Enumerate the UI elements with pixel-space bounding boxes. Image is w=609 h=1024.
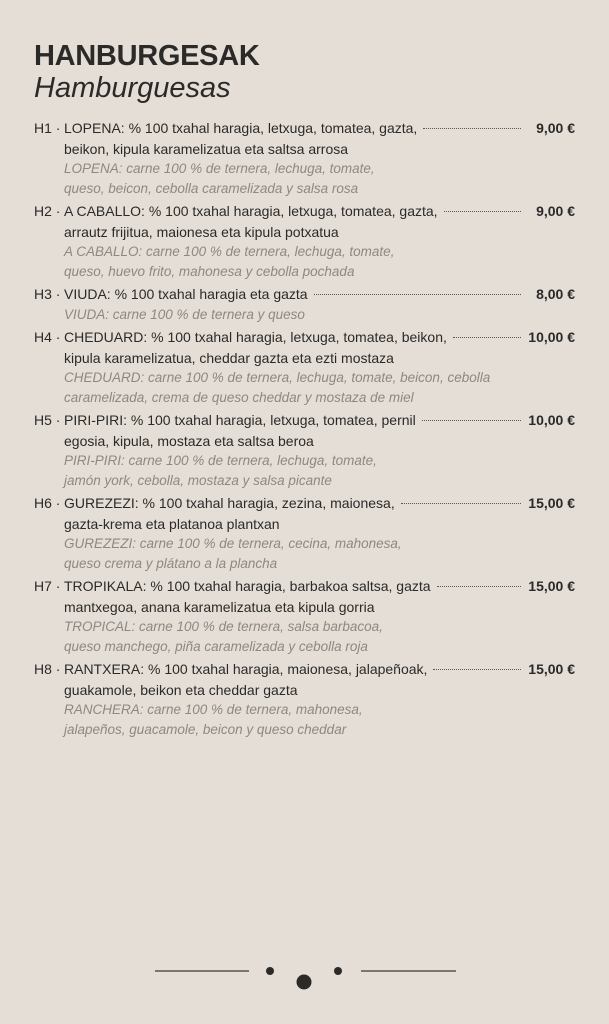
dot-leader: [444, 211, 521, 212]
item-price: 10,00 €: [528, 412, 575, 428]
item-description-es-cont: jamón york, cebolla, mostaza y salsa picante: [64, 473, 332, 488]
item-code: H6 ·: [34, 495, 61, 511]
item-description-eu-cont: egosia, kipula, mostaza eta saltsa beroa: [64, 433, 314, 449]
item-description-es: TROPICAL: carne 100 % de ternera, salsa barbacoa,: [64, 619, 383, 634]
item-description-es-cont: caramelizada, crema de queso cheddar y mostaza de miel: [64, 390, 414, 405]
menu-item: [34, 410, 575, 491]
item-description-es-cont: queso, huevo frito, mahonesa y cebolla pochada: [64, 264, 355, 279]
item-description-es: A CABALLO: carne 100 % de ternera, lechuga, tomate,: [64, 244, 395, 259]
item-description-eu: A CABALLO: % 100 txahal haragia, letxuga, tomatea, gazta,: [64, 203, 438, 219]
dot-leader: [453, 337, 521, 338]
menu-item: [34, 327, 575, 408]
item-price: 15,00 €: [528, 661, 575, 677]
item-price: 15,00 €: [528, 578, 575, 594]
item-description-es: LOPENA: carne 100 % de ternera, lechuga, tomate,: [64, 161, 375, 176]
page-title: HANBURGESAK: [34, 40, 260, 72]
item-description-eu-cont: mantxegoa, anana karamelizatua eta kipula gorria: [64, 599, 375, 615]
dot-leader: [423, 128, 521, 129]
item-code: H1 ·: [34, 120, 61, 136]
item-code: H5 ·: [34, 412, 61, 428]
item-description-eu-cont: beikon, kipula karamelizatua eta saltsa arrosa: [64, 141, 349, 157]
item-description-eu-cont: guakamole, beikon eta cheddar gazta: [64, 682, 298, 698]
menu-list: [34, 118, 575, 742]
item-description-es-cont: queso, beicon, cebolla caramelizada y salsa rosa: [64, 181, 359, 196]
menu-item: [34, 118, 575, 199]
dot-leader: [422, 420, 521, 421]
item-description-eu-cont: gazta-krema eta platanoa plantxan: [64, 516, 280, 532]
item-price: 9,00 €: [536, 120, 575, 136]
ornament-dot-center: [297, 975, 312, 990]
item-code: H2 ·: [34, 203, 61, 219]
item-description-es-cont: queso crema y plátano a la plancha: [64, 556, 278, 571]
menu-item: [34, 576, 575, 657]
item-description-eu: PIRI-PIRI: % 100 txahal haragia, letxuga, tomatea, pernil: [64, 412, 416, 428]
item-description-es: GUREZEZI: carne 100 % de ternera, cecina, mahonesa,: [64, 536, 402, 551]
item-description-eu-cont: kipula karamelizatua, cheddar gazta eta ezti mostaza: [64, 350, 394, 366]
item-code: H3 ·: [34, 286, 61, 302]
item-price: 10,00 €: [528, 329, 575, 345]
item-price: 15,00 €: [528, 495, 575, 511]
item-description-eu: CHEDUARD: % 100 txahal haragia, letxuga, tomatea, beikon,: [64, 329, 447, 345]
item-code: H7 ·: [34, 578, 61, 594]
dot-leader: [437, 586, 521, 587]
ornament-dot-right: [334, 967, 342, 975]
item-description-eu: GUREZEZI: % 100 txahal haragia, zezina, maionesa,: [64, 495, 395, 511]
item-description-eu: RANTXERA: % 100 txahal haragia, maionesa, jalapeñoak,: [64, 661, 428, 677]
item-description-es: PIRI-PIRI: carne 100 % de ternera, lechuga, tomate,: [64, 453, 377, 468]
item-description-eu-cont: arrautz frijitua, maionesa eta kipula potxatua: [64, 224, 339, 240]
menu-item: [34, 201, 575, 282]
menu-item: [34, 284, 575, 325]
menu-item: [34, 493, 575, 574]
dot-leader: [314, 294, 521, 295]
dot-leader: [433, 669, 521, 670]
item-description-es: RANCHERA: carne 100 % de ternera, mahonesa,: [64, 702, 363, 717]
item-description-es-cont: queso manchego, piña caramelizada y cebolla roja: [64, 639, 368, 654]
page-subtitle: Hamburguesas: [34, 72, 231, 104]
item-description-eu: TROPIKALA: % 100 txahal haragia, barbakoa saltsa, gazta: [64, 578, 431, 594]
item-description-eu: LOPENA: % 100 txahal haragia, letxuga, tomatea, gazta,: [64, 120, 418, 136]
item-code: H8 ·: [34, 661, 61, 677]
item-description-es: CHEDUARD: carne 100 % de ternera, lechuga, tomate, beicon, cebolla: [64, 370, 491, 385]
menu-item: [34, 659, 575, 740]
ornament-dot-left: [266, 967, 274, 975]
dot-leader: [401, 503, 521, 504]
item-code: H4 ·: [34, 329, 61, 345]
item-description-eu: VIUDA: % 100 txahal haragia eta gazta: [64, 286, 308, 302]
item-description-es: VIUDA: carne 100 % de ternera y queso: [64, 307, 305, 322]
item-description-es-cont: jalapeños, guacamole, beicon y queso cheddar: [64, 722, 347, 737]
item-price: 9,00 €: [536, 203, 575, 219]
item-price: 8,00 €: [536, 286, 575, 302]
